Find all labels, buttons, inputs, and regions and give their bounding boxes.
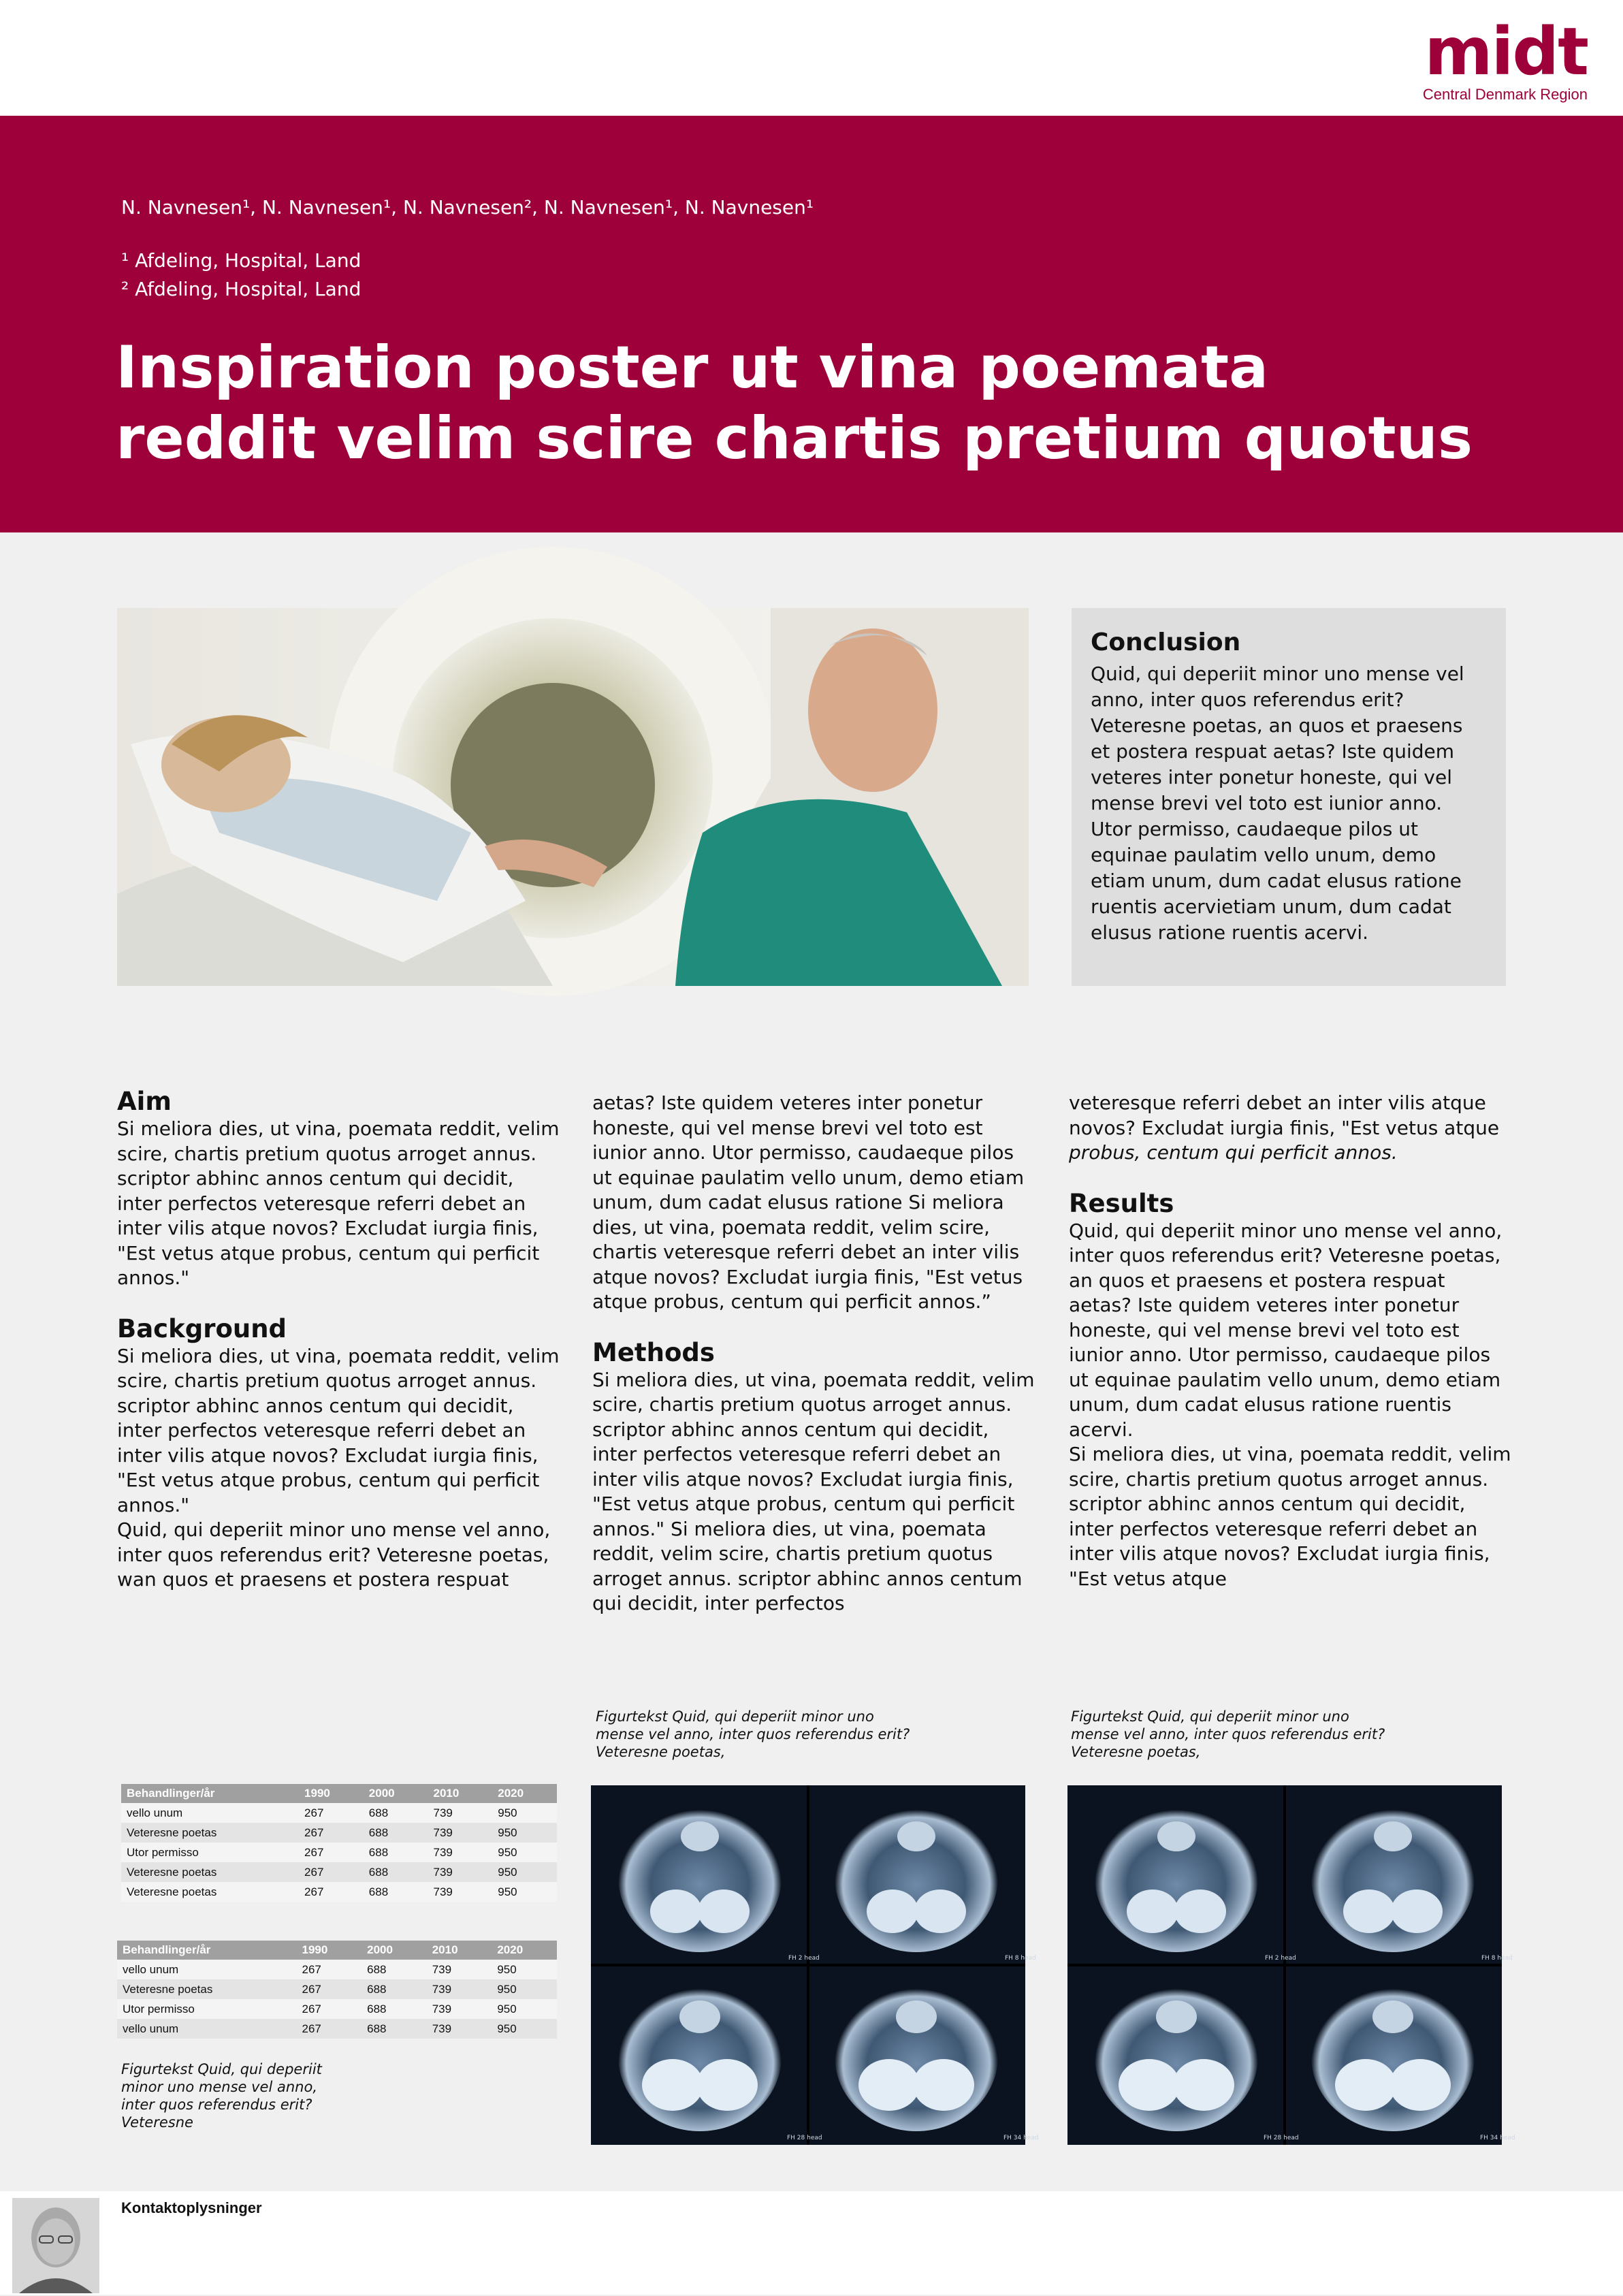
background-text-2: Quid, qui deperiit minor uno mense vel anno, inter quos referendus erit? Veteresne poetas, wan quos et praesens et postera respuat <box>117 1518 551 1591</box>
top-bar <box>0 0 1623 116</box>
data-table-1 <box>121 1784 557 1902</box>
figure-caption-right: Figurtekst Quid, qui deperiit minor uno mense vel anno, inter quos referendus erit? Veteresne poetas, <box>1071 1708 1385 1760</box>
table-cell: 739 <box>428 1803 493 1823</box>
background-heading: Background <box>117 1313 287 1343</box>
table-header-cell: 2000 <box>364 1784 428 1803</box>
table-cell: 267 <box>297 1979 362 1999</box>
table-cell: 688 <box>364 1843 428 1862</box>
logo-word: midt <box>1424 14 1588 90</box>
table-cell: 267 <box>297 2019 362 2039</box>
table-header-cell: 2020 <box>492 1784 557 1803</box>
continuation-text: veteresque referri debet an inter vilis atque novos? Excludat iurgia finis, "Est vetus atque <box>1069 1091 1500 1139</box>
results-heading: Results <box>1069 1188 1174 1218</box>
title-line-2: reddit velim scire chartis pretium quotus <box>116 404 1473 473</box>
mri-label: FH 8 head <box>1005 1955 1036 1962</box>
table-cell: 688 <box>361 1960 427 1979</box>
conclusion-heading: Conclusion <box>1091 628 1241 656</box>
aim-heading: Aim <box>117 1087 172 1116</box>
table-header-cell: 2010 <box>427 1941 492 1960</box>
mri-label: FH 2 head <box>1265 1955 1296 1962</box>
table-row <box>117 1960 557 1979</box>
column-3 <box>1069 1091 1511 1591</box>
figure-caption-middle: Figurtekst Quid, qui deperiit minor uno mense vel anno, inter quos referendus erit? Veteresne poetas, <box>596 1708 910 1760</box>
table-cell: 950 <box>492 1882 557 1902</box>
footer <box>0 2191 1623 2295</box>
table-cell: Veteresne poetas <box>117 1979 297 1999</box>
table-cell: 739 <box>427 1979 492 1999</box>
logo-tagline: Central Denmark Region <box>1422 86 1588 103</box>
data-table-2 <box>117 1941 557 2039</box>
table-cell: 950 <box>492 1960 557 1979</box>
table-row <box>117 1979 557 1999</box>
table-header-cell: Behandlinger/år <box>117 1941 297 1960</box>
table-cell: 950 <box>492 1803 557 1823</box>
table-cell: 950 <box>492 1862 557 1882</box>
table-cell: 688 <box>364 1823 428 1843</box>
table-cell: Utor permisso <box>117 1999 297 2019</box>
mri-scanner-photo <box>117 608 1029 986</box>
mri-image-grid-2 <box>1067 1785 1515 2145</box>
table-cell: 739 <box>428 1843 493 1862</box>
table-cell: 267 <box>299 1803 364 1823</box>
table-cell: 688 <box>361 2019 427 2039</box>
table-row <box>121 1882 557 1902</box>
column-3-continuation <box>1069 1091 1511 1166</box>
table-cell: Utor permisso <box>121 1843 299 1862</box>
contact-avatar <box>12 2198 99 2293</box>
table-cell: 739 <box>427 1999 492 2019</box>
continuation-italic: probus, centum qui perficit annos. <box>1069 1141 1398 1164</box>
table-cell: Veteresne poetas <box>121 1823 299 1843</box>
table-cell: Veteresne poetas <box>121 1882 299 1902</box>
mri-image-grid-1 <box>591 1785 1039 2145</box>
author-list: N. Navnesen¹, N. Navnesen¹, N. Navnesen², N. Navnesen¹, N. Navnesen¹ <box>121 196 814 219</box>
table-cell: 950 <box>492 1999 557 2019</box>
table-cell: 688 <box>364 1862 428 1882</box>
table-cell: 688 <box>361 1979 427 1999</box>
mri-label: FH 28 head <box>1264 2135 1299 2141</box>
table-cell: 688 <box>364 1882 428 1902</box>
table-cell: Veteresne poetas <box>121 1862 299 1882</box>
table-cell: 950 <box>492 1843 557 1862</box>
table-row <box>117 1999 557 2019</box>
background-text-1: Si meliora dies, ut vina, poemata reddit, velim scire, chartis pretium quotus arroget annus. scriptor abhinc annos centum qui decidit, inter perfectos veteresque referri debet an inter vilis atque novos? Excludat iurgia finis, "Est vetus atque probus, centum qui perficit annos." <box>117 1344 560 1516</box>
table-cell: 267 <box>299 1862 364 1882</box>
results-text-2: Si meliora dies, ut vina, poemata reddit, velim scire, chartis pretium quotus arroget annus. scriptor abhinc annos centum qui decidit, inter perfectos veteresque referri debet an inter vilis atque novos? Excludat iurgia finis, "Est vetus atque <box>1069 1443 1511 1590</box>
mri-label: FH 8 head <box>1481 1955 1513 1962</box>
poster-title <box>116 332 1545 474</box>
table-cell: 739 <box>428 1882 493 1902</box>
table-cell: 950 <box>492 2019 557 2039</box>
affiliation-1: ¹ Afdeling, Hospital, Land <box>121 249 361 272</box>
title-line-1: Inspiration poster ut vina poemata <box>116 334 1269 402</box>
table-cell: 950 <box>492 1979 557 1999</box>
table-cell: vello unum <box>117 2019 297 2039</box>
table-header-cell: 2000 <box>361 1941 427 1960</box>
table-header-cell: 1990 <box>299 1784 364 1803</box>
table-header-cell: 2020 <box>492 1941 557 1960</box>
table-cell: vello unum <box>121 1803 299 1823</box>
mri-label: FH 2 head <box>788 1955 820 1962</box>
table-header-cell: Behandlinger/år <box>121 1784 299 1803</box>
table-row <box>121 1823 557 1843</box>
mri-label: FH 34 head <box>1003 2135 1039 2141</box>
table-cell: vello unum <box>117 1960 297 1979</box>
table-cell: 739 <box>428 1823 493 1843</box>
table-cell: 950 <box>492 1823 557 1843</box>
midt-logo <box>1422 14 1588 103</box>
methods-text: Si meliora dies, ut vina, poemata reddit, velim scire, chartis pretium quotus arroget annus. scriptor abhinc annos centum qui decidit, inter perfectos veteresque referri debet an inter vilis atque novos? Excludat iurgia finis, "Est vetus atque probus, centum qui perficit annos." Si meliora dies, ut vina, poemata reddit, velim scire, chartis pretium quotus arroget annus. scriptor abhinc annos centum qui decidit, inter perfectos <box>592 1368 1035 1614</box>
table-header-cell: 2010 <box>428 1784 493 1803</box>
affiliation-2: ² Afdeling, Hospital, Land <box>121 278 361 300</box>
conclusion-panel <box>1072 608 1506 986</box>
methods-heading: Methods <box>592 1337 715 1367</box>
table-cell: 267 <box>297 1999 362 2019</box>
table-cell: 267 <box>299 1882 364 1902</box>
conclusion-text: Quid, qui deperiit minor uno mense vel anno, inter quos referendus erit? Veteresne poetas, an quos et praesens et postera respuat aetas? Iste quidem veteres inter ponetur honeste, qui vel mense brevi vel toto est iunior anno. Utor permisso, caudaeque pilos ut equinae paulatim vello unum, demo etiam unum, dum cadat elusus ratione ruentis acervietiam unum, dum cadat elusus ratione ruentis acervi. <box>1091 663 1464 944</box>
column-2 <box>592 1091 1035 1616</box>
table-row <box>121 1803 557 1823</box>
table-cell: 688 <box>364 1803 428 1823</box>
aim-text: Si meliora dies, ut vina, poemata reddit, velim scire, chartis pretium quotus arroget annus. scriptor abhinc annos centum qui decidit, inter perfectos veteresque referri debet an inter vilis atque novos? Excludat iurgia finis, "Est vetus atque probus, centum qui perficit annos." <box>117 1117 560 1289</box>
table-row <box>121 1862 557 1882</box>
table-cell: 739 <box>428 1862 493 1882</box>
table-header-row <box>121 1784 557 1803</box>
table-cell: 267 <box>299 1843 364 1862</box>
column-2-continuation: aetas? Iste quidem veteres inter ponetur honeste, qui vel mense brevi vel toto est iunior anno. Utor permisso, caudaeque pilos ut equinae paulatim vello unum, demo etiam unum, dum cadat elusus ratione Si meliora dies, ut vina, poemata reddit, velim scire, chartis veteresque referri debet an inter vilis atque novos? Excludat iurgia finis, "Est vetus atque probus, centum qui perficit annos.” <box>592 1091 1025 1313</box>
table-row <box>121 1843 557 1862</box>
poster-header <box>0 116 1623 532</box>
results-text-1: Quid, qui deperiit minor uno mense vel anno, inter quos referendus erit? Veteresne poetas, an quos et praesens et postera respuat aetas? Iste quidem veteres inter ponetur honeste, qui vel mense brevi vel toto est iunior anno. Utor permisso, caudaeque pilos ut equinae paulatim vello unum, demo etiam unum, dum cadat elusus ratione ruentis acervi. <box>1069 1219 1503 1441</box>
table-cell: 688 <box>361 1999 427 2019</box>
table-cell: 267 <box>299 1823 364 1843</box>
table-cell: 739 <box>427 2019 492 2039</box>
figure-caption-left: Figurtekst Quid, qui deperiit minor uno mense vel anno, inter quos referendus erit? Veteresne <box>121 2061 322 2131</box>
mri-label: FH 28 head <box>787 2135 822 2141</box>
table-row <box>117 2019 557 2039</box>
mri-label: FH 34 head <box>1480 2135 1515 2141</box>
contact-label: Kontaktoplysninger <box>121 2199 262 2216</box>
table-header-cell: 1990 <box>297 1941 362 1960</box>
column-1 <box>117 1087 560 1593</box>
table-header-row <box>117 1941 557 1960</box>
table-cell: 739 <box>427 1960 492 1979</box>
table-cell: 267 <box>297 1960 362 1979</box>
